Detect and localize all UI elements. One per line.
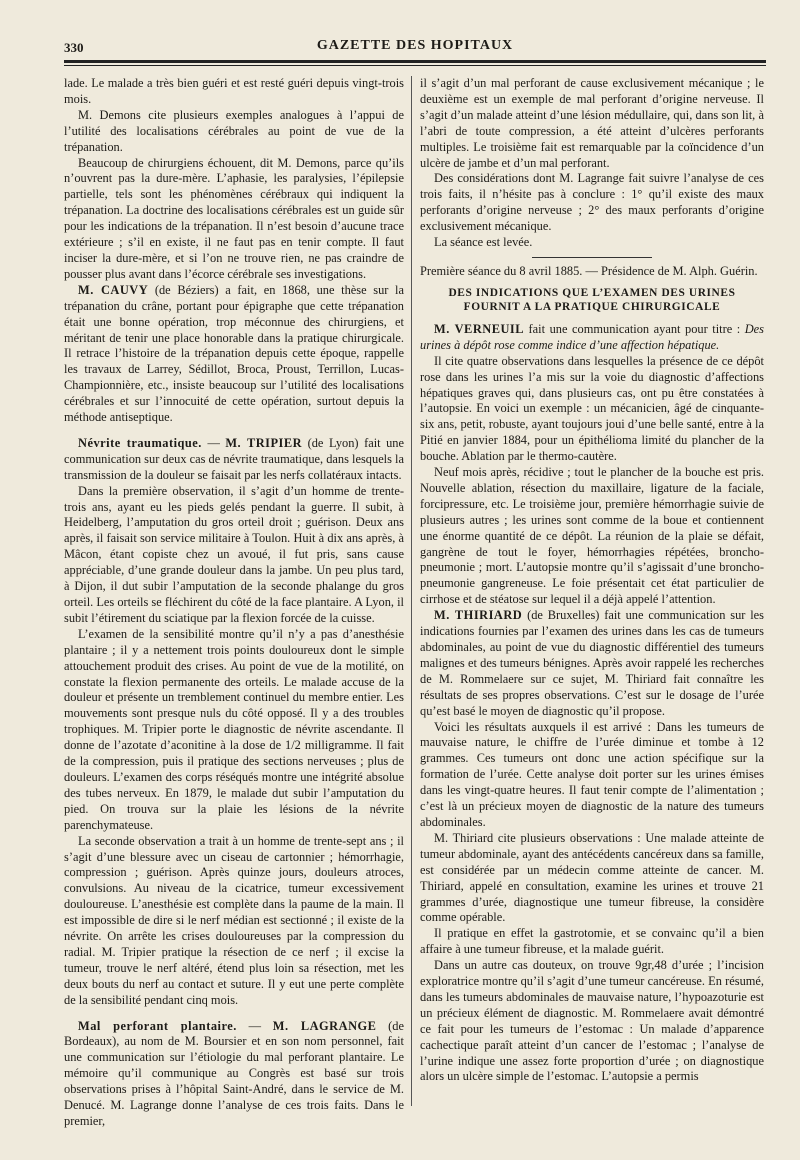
journal-title: GAZETTE DES HOPITAUX <box>316 38 514 53</box>
speaker-name: M. LAGRANGE <box>272 1018 377 1033</box>
paragraph-text: (de Bordeaux), au nom de M. Boursier et en son nom personnel, fait une communication sur l’étiologie du mal perforant plantaire. Le mémoire qu’il communique au Congrès est basé sur trois observations prises à l’hôpital Saint-André, dans le service de M. Denucé. M. Lagrange donne l’analyse de ces trois faits. Dans le premier, <box>64 1018 405 1128</box>
page-number: 330 <box>64 40 84 55</box>
paragraph: Voici les résultats auxquels il est arrivé : Dans les tumeurs de mauvaise nature, le chiffre de l’urée diminue et tombe à 12 grammes. Ces tumeurs ont donc une action spécifique sur la formation de l’urée. Cette analyse doit porter sur les urines émises dans les vingt-quatre heures. Il faut tenir compte de l’alimentation ; c’est là un précieux moyen de diagnostic de la nature des tumeurs abdominales. <box>420 719 764 829</box>
right-column <box>420 76 764 1085</box>
section-paragraph <box>64 436 404 484</box>
paragraph: Il pratique en effet la gastrotomie, et se convainc qu’il a bien affaire à une tumeur fibreuse, et la malade guérit. <box>420 926 764 957</box>
paragraph: Beaucoup de chirurgiens échouent, dit M. Demons, parce qu’ils n’ouvrent pas la dure-mère. L’aphasie, les paralysies, l’épilepsie partielle, tels sont les phénomènes cérébraux qui indiquent la trépanation. La doctrine des localisations cérébrales est un guide sûr pour les indications de la trépanation. Il n’est besoin d’aucune trace extérieure ; s’il en existe, il ne faut pas en tenir compte. Il faut inciser la dure-mère, et si l’on ne trouve rien, ne pas craindre de pousser plus avant dans l’écorce cérébrale ses investigations. <box>64 155 404 281</box>
paragraph-text: (de Béziers) a fait, en 1868, une thèse sur la trépanation du crâne, portant pour épigraphe que cette trépanation était une bonne opération, trop méconnue des chirurgiens, et méritant de tenir une place honorable dans la pratique chirurgicale. Il retrace l’histoire de la trépanation depuis cette époque, rappelle les travaux de Larrey, Sédillot, Broca, Proust, Terrillon, Lucas-Championnière, etc., insiste beaucoup sur l’utilité des localisations cérébrales et sur l’innocuité de cette opération, surtout depuis la méthode antiseptique. <box>64 282 404 425</box>
paragraph: Dans la première observation, il s’agit d’un homme de trente-trois ans, ayant eu les pieds gelés pendant la guerre. Il subit, à Heidelberg, l’amputation du gros orteil droit ; guérison. Deux ans après, il faisait son service militaire à Toulon. Huit à dix ans après, à Mâcon, étant copiste chez un avoué, il fut pris, sans cause appréciable, d’une grande douleur dans la jambe. Un peu plus tard, à Dijon, il dut subir l’amputation de la seconde phalange du gros orteil. Les orteils se fléchirent du côté de la face plantaire. A Lyon, il subit l’étirement du sciatique par la flexion forcée de la cuisse. <box>64 483 404 625</box>
dash: — <box>201 435 226 450</box>
paragraph: Des considérations dont M. Lagrange fait suivre l’analyse de ces trois faits, il n’hésite pas à conclure : 1° qu’il existe des maux perforants d’origine nerveuse ; 2° des maux perforants d’origine exclusivement mécanique. <box>420 171 764 234</box>
spacer <box>64 426 404 436</box>
speaker-name: M. VERNEUIL <box>434 321 525 336</box>
section-lead: Névrite traumatique. <box>78 435 202 450</box>
paragraph: M. Thiriard cite plusieurs observations : Une malade atteinte de tumeur abdominale, ayant des antécédents cancéreux dans sa famille, est considérée par un médecin comme atteinte de cancer. M. Thiriard, appelé en consultation, examine les urines et trouve 21 grammes d’urée, diagnostique une tumeur fibreuse, la considère comme opérable. <box>420 830 764 925</box>
paragraph: il s’agit d’un mal perforant de cause exclusivement mécanique ; le deuxième est un exemple de mal perforant d’origine nerveuse. Il s’agit d’un malade atteint d’une lésion médullaire, qui, dans son lit, à l’abri de toute compression, a été atteint d’ulcères perforants multiples. Le troisième fait est remarquable par la coïncidence d’un ulcère de jambe et d’un mal perforant. <box>420 76 764 170</box>
paragraph-text: (de Bruxelles) fait une communication sur les indications fournies par l’examen des urines dans les cas de tumeurs abdominales, au point de vue du diagnostic différentiel des tumeurs malignes et des tumeurs bénignes. Après avoir rappelé les recherches de M. Rommelaere sur ce sujet, M. Thiriard fait connaître les résultats de ses propres observations. C’est sur le dosage de l’urée qu’est basé le moyen de diagnostic qu’il propose. <box>420 608 764 718</box>
paragraph: L’examen de la sensibilité montre qu’il n’y a pas d’anesthésie plantaire ; il y a nettement trois points douloureux dont le simple attouchement produit des crises. Au point de vue de la motilité, on constate la flexion permanente des orteils. Le malade accuse de la douleur et présente un tremblement continuel du membre entier. Les mouvements sont presque nuls du côté opposé. Il y a des troubles trophiques. M. Tripier porte le diagnostic de névrite ascendante. Il donne de l’azotate d’aconitine à la dose de 1/2 milligramme. Il fait de la compression, puis il pratique des sections nerveuses ; plus de douleurs. L’examen des corps réséqués montre une intégrité absolue des tubes nerveux. En 1879, le malade dut subir l’amputation du pied. On trouva sur la plaie les lésions de la névrite parenchymateuse. <box>64 626 404 832</box>
header-rule-thin <box>64 65 766 66</box>
paragraph-text: (de Lyon) fait une communication sur deux cas de névrite traumatique, dans lesquels la transmission de la douleur se faisait par les nerfs collatéraux intacts. <box>64 435 404 482</box>
paragraph-text: fait une communication ayant pour titre : <box>524 321 745 336</box>
section-lead: Mal perforant plantaire. <box>78 1018 237 1033</box>
paragraph <box>420 608 764 719</box>
paragraph: lade. Le malade a très bien guéri et est resté guéri depuis vingt-trois mois. <box>64 76 404 106</box>
paragraph: M. Demons cite plusieurs exemples analogues à l’appui de l’utilité des localisations cérébrales au point de vue de la trépanation. <box>64 107 404 154</box>
paragraph: Neuf mois après, récidive ; tout le plancher de la bouche est pris. Nouvelle ablation, résection du maxillaire, ligature de la faciale, forcipressure, etc. Le troisième jour, première hémorrhagie suivie de plusieurs autres ; les urines sont comme de la boue et contiennent une énorme quantité de ce dépôt. La réunion de la plaie se défait, gangrène de tout le foyer, hémorrhagies répétées, broncho-pneumonie ; mort. L’autopsie montre qu’il s’agissait d’une broncho-pneumonie gangreneuse. Le foie présentait cet état particulier de cirrhose et de stéatose sur lequel il a déjà appelé l’attention. <box>420 465 764 607</box>
section-subheading: DES INDICATIONS QUE L’EXAMEN DES URINES FOURNIT A LA PRATIQUE CHIRURGICALE <box>448 286 736 313</box>
paragraph <box>64 283 404 426</box>
dash: — <box>236 1018 273 1033</box>
separator-rule <box>532 257 652 258</box>
paragraph: La séance est levée. <box>434 235 533 250</box>
paragraph: Il cite quatre observations dans lesquelles la présence de ce dépôt rose dans les urines l’a mis sur la voie du diagnostic d’affections hépatiques graves qui, dans plusieurs cas, ont pu être constatées à l’autopsie. En voici un exemple : un mécanicien, âgé de cinquante-six ans, petit, robuste, ayant toujours joui d’une belle santé, entre à la Pitié en janvier 1884, pour un épithélioma limité du plancher de la bouche. Ablation par le thermo-cautère. <box>420 353 764 464</box>
communication-title: Des urines à dépôt rose comme indice d’une affection hépatique. <box>420 321 764 352</box>
section-paragraph <box>64 1019 404 1130</box>
paragraph: La seconde observation a trait à un homme de trente-sept ans ; il s’agit d’une blessure avec un ciseau de cartonnier ; hémorrhagie, compression ; guérison. Après quinze jours, douleurs atroces, convulsions. Au niveau de la cicatrice, tumeur excessivement douloureuse. L’anesthésie est complète dans la paume de la main. Il est impossible de dire si le nerf médian est sectionné ; il existe de la névrite. On arrête les crises douloureuses par la compression du radial. M. Tripier pratique la résection de ce nerf ; il excise la tumeur, trouve le nerf altéré, étend plus loin sa résection, met les deux bouts du nerf au contact et suture. Il y eut une perte complète de la sensibilité pendant cinq mois. <box>64 833 404 1007</box>
spacer <box>64 1009 404 1019</box>
header-rule-thick <box>64 60 766 63</box>
speaker-name: M. CAUVY <box>78 282 149 297</box>
speaker-name: M. TRIPIER <box>225 435 303 450</box>
paragraph: Dans un autre cas douteux, on trouve 9gr,48 d’urée ; l’incision exploratrice montre qu’il s’agit d’une tumeur cancéreuse. En résumé, dans les tumeurs abdominales de mauvaise nature, l’hypoazoturie est un précieux élément de diagnostic. M. Rommelaere avait démontré ce fait pour les tumeurs de l’estomac : Un malade d’apparence cachectique paraît atteint d’un cancer de l’estomac ; l’analyse de l’urine indique une assez forte proportion d’urée ; on diagnostique alors un ulcère simple de l’estomac. L’autopsie a permis <box>420 958 764 1084</box>
page-header <box>64 38 766 60</box>
column-divider <box>411 76 412 1106</box>
paragraph <box>420 322 764 354</box>
left-column <box>64 76 404 1130</box>
speaker-name: M. THIRIARD <box>434 608 523 623</box>
session-heading: Première séance du 8 avril 1885. — Présidence de M. Alph. Guérin. <box>420 263 758 278</box>
